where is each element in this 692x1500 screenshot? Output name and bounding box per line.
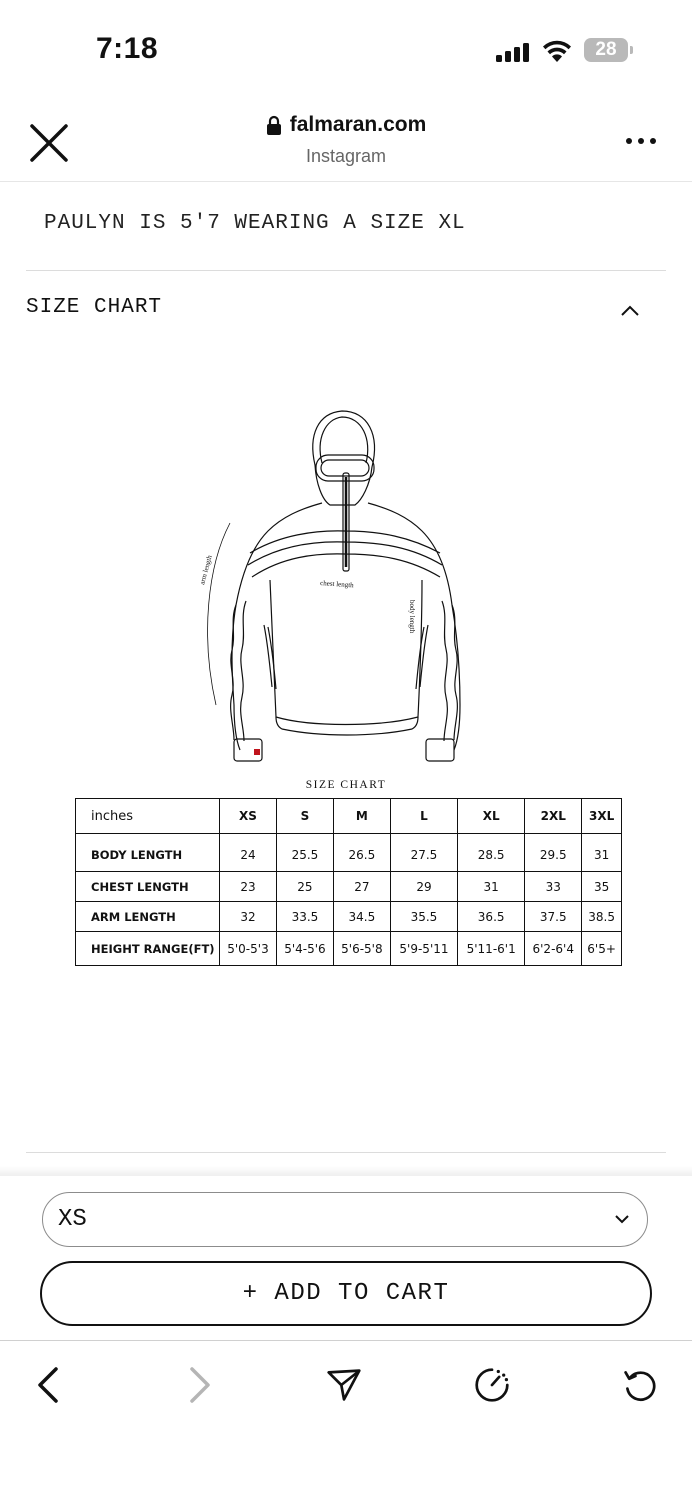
table-row bbox=[76, 902, 622, 932]
table-cell: 25 bbox=[276, 872, 333, 902]
source-app: Instagram bbox=[305, 146, 387, 166]
table-cell: 29.5 bbox=[525, 834, 582, 872]
table-cell: 6'2-6'4 bbox=[525, 932, 582, 966]
battery-indicator: 28 bbox=[584, 38, 628, 62]
forward-icon[interactable] bbox=[180, 1365, 216, 1405]
jacket-illustration bbox=[190, 405, 490, 765]
table-cell: 35.5 bbox=[390, 902, 457, 932]
table-cell: 28.5 bbox=[458, 834, 525, 872]
row-label: CHEST LENGTH bbox=[76, 872, 220, 902]
section-divider bbox=[26, 1152, 666, 1153]
table-cell: 33.5 bbox=[276, 902, 333, 932]
table-row bbox=[76, 932, 622, 966]
table-cell: 5'0-5'3 bbox=[220, 932, 277, 966]
chevron-up-icon[interactable] bbox=[618, 303, 642, 319]
battery-tip bbox=[630, 46, 633, 54]
table-cell: 37.5 bbox=[525, 902, 582, 932]
reload-icon[interactable] bbox=[622, 1365, 658, 1405]
svg-text:arm length: arm length bbox=[198, 554, 214, 586]
table-cell: 27.5 bbox=[390, 834, 457, 872]
wifi-icon bbox=[541, 38, 573, 64]
size-chart-caption: SIZE CHART bbox=[305, 779, 387, 791]
cellular-signal-icon bbox=[496, 42, 532, 62]
table-header-row bbox=[76, 799, 622, 834]
add-to-cart-button[interactable] bbox=[40, 1261, 652, 1326]
share-icon[interactable] bbox=[326, 1365, 362, 1405]
svg-text:body length: body length bbox=[408, 600, 416, 634]
model-size-note: PAULYN IS 5'7 WEARING A SIZE XL bbox=[44, 212, 466, 235]
speed-icon[interactable] bbox=[474, 1365, 510, 1405]
size-header: L bbox=[390, 799, 457, 834]
table-cell: 35 bbox=[582, 872, 622, 902]
table-cell: 6'5+ bbox=[582, 932, 622, 966]
row-label: BODY LENGTH bbox=[76, 834, 220, 872]
table-cell: 24 bbox=[220, 834, 277, 872]
table-row bbox=[76, 872, 622, 902]
size-header: XS bbox=[220, 799, 277, 834]
header-divider bbox=[0, 181, 692, 182]
table-cell: 34.5 bbox=[333, 902, 390, 932]
table-cell: 33 bbox=[525, 872, 582, 902]
table-cell: 31 bbox=[458, 872, 525, 902]
table-cell: 25.5 bbox=[276, 834, 333, 872]
back-icon[interactable] bbox=[32, 1365, 68, 1405]
url-bar[interactable] bbox=[0, 113, 692, 140]
more-options-icon[interactable] bbox=[626, 138, 658, 148]
lock-icon bbox=[266, 115, 282, 135]
svg-text:chest length: chest length bbox=[319, 579, 354, 590]
table-cell: 38.5 bbox=[582, 902, 622, 932]
row-label: HEIGHT RANGE(FT) bbox=[76, 932, 220, 966]
table-cell: 36.5 bbox=[458, 902, 525, 932]
table-cell: 31 bbox=[582, 834, 622, 872]
chevron-down-icon[interactable] bbox=[614, 1214, 630, 1224]
size-header: 3XL bbox=[582, 799, 622, 834]
unit-header: inches bbox=[76, 799, 220, 834]
table-cell: 5'4-5'6 bbox=[276, 932, 333, 966]
size-select-value: XS bbox=[58, 1206, 87, 1233]
table-cell: 5'11-6'1 bbox=[458, 932, 525, 966]
table-cell: 5'9-5'11 bbox=[390, 932, 457, 966]
size-chart-toggle[interactable]: SIZE CHART bbox=[26, 296, 163, 319]
table-cell: 27 bbox=[333, 872, 390, 902]
table-cell: 32 bbox=[220, 902, 277, 932]
table-cell: 26.5 bbox=[333, 834, 390, 872]
size-header: M bbox=[333, 799, 390, 834]
table-cell: 29 bbox=[390, 872, 457, 902]
row-label: ARM LENGTH bbox=[76, 902, 220, 932]
size-header: S bbox=[276, 799, 333, 834]
size-select[interactable] bbox=[42, 1192, 648, 1247]
toolbar-divider bbox=[0, 1340, 692, 1341]
add-to-cart-label: + ADD TO CART bbox=[242, 1280, 450, 1307]
table-cell: 5'6-5'8 bbox=[333, 932, 390, 966]
page-domain: falmaran.com bbox=[289, 113, 427, 136]
status-time: 7:18 bbox=[96, 32, 159, 65]
section-divider bbox=[26, 270, 666, 271]
table-cell: 23 bbox=[220, 872, 277, 902]
size-header: XL bbox=[458, 799, 525, 834]
size-chart-table bbox=[75, 798, 622, 966]
table-row bbox=[76, 834, 622, 872]
size-header: 2XL bbox=[525, 799, 582, 834]
